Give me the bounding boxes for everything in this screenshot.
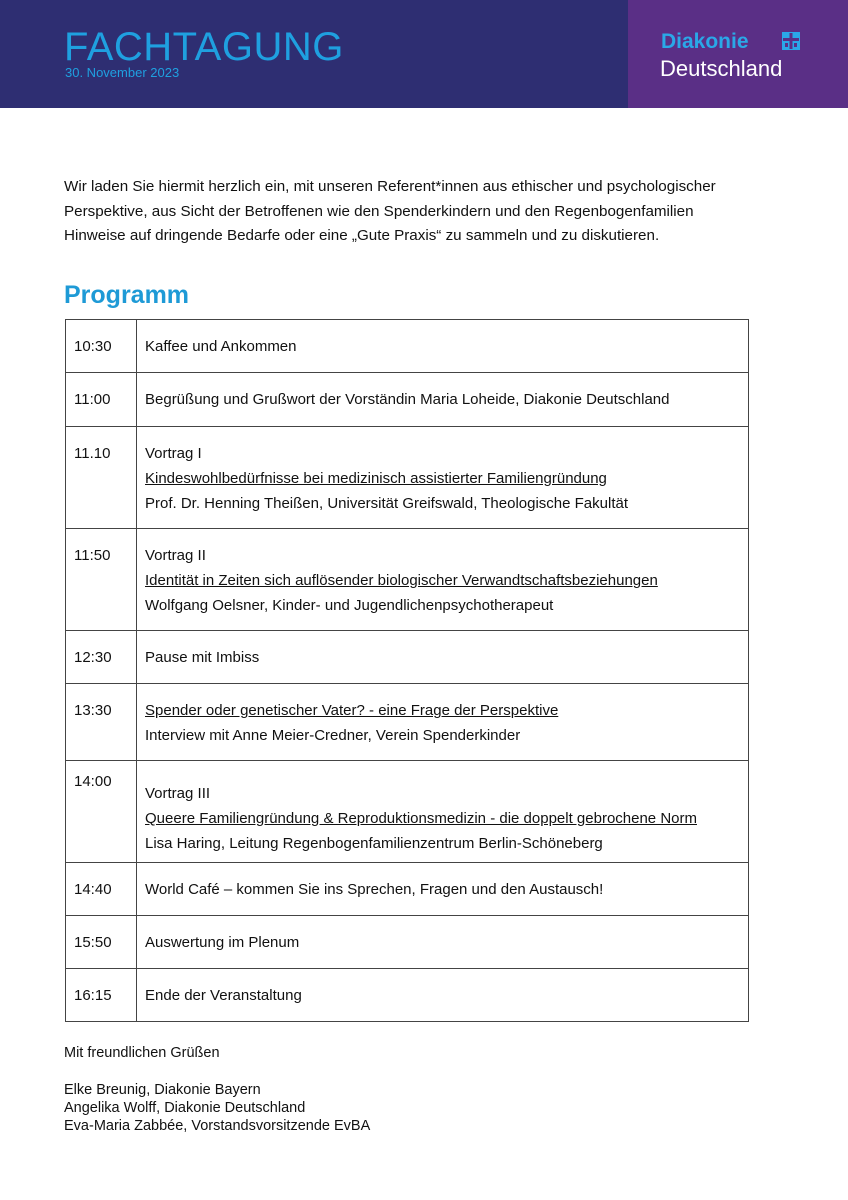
- diakonie-cross-icon: [782, 32, 800, 50]
- program-item-text: Vortrag III: [145, 785, 211, 802]
- program-item-text: Auswertung im Plenum: [145, 934, 300, 951]
- program-time-cell: [66, 427, 137, 529]
- program-time-cell: [66, 529, 137, 631]
- program-item-text: World Café – kommen Sie ins Sprechen, Fragen und den Austausch!: [145, 881, 604, 898]
- program-time: 13:30: [74, 702, 112, 719]
- program-time-cell: [66, 684, 137, 761]
- program-talk-title: Spender oder genetischer Vater? - eine Frage der Perspektive: [145, 702, 559, 719]
- program-item-text: Vortrag II: [145, 547, 206, 564]
- program-row: [66, 320, 749, 373]
- program-item-cell: [137, 916, 749, 969]
- program-item-text: Begrüßung und Grußwort der Vorständin Maria Loheide, Diakonie Deutschland: [145, 391, 670, 408]
- program-item-cell: [137, 631, 749, 684]
- program-time-cell: [66, 373, 137, 427]
- program-row: [66, 631, 749, 684]
- intro-paragraph: [64, 175, 764, 249]
- page-title: FACHTAGUNG: [64, 25, 344, 69]
- program-time-cell: [66, 863, 137, 916]
- program-item-cell: [137, 863, 749, 916]
- program-table: [65, 319, 749, 1022]
- program-item-cell: [137, 427, 749, 529]
- program-row: [66, 916, 749, 969]
- program-item-cell: [137, 969, 749, 1022]
- program-time: 10:30: [74, 338, 112, 355]
- program-time-cell: [66, 320, 137, 373]
- program-item-cell: [137, 761, 749, 863]
- program-item-cell: [137, 373, 749, 427]
- program-item-text: Interview mit Anne Meier-Credner, Verein Spenderkinder: [145, 727, 521, 744]
- program-item-text: Prof. Dr. Henning Theißen, Universität Greifswald, Theologische Fakultät: [145, 495, 629, 512]
- program-time-cell: [66, 969, 137, 1022]
- program-time: 11:50: [74, 547, 111, 564]
- program-row: [66, 684, 749, 761]
- program-time: 14:40: [74, 881, 112, 898]
- program-row: [66, 529, 749, 631]
- logo-panel: [628, 0, 848, 108]
- intro-line: Perspektive, aus Sicht der Betroffenen wie den Spenderkindern und den Regenbogenfamilien: [64, 202, 694, 220]
- program-time-cell: [66, 761, 137, 863]
- program-talk-title: Identität in Zeiten sich auflösender biologischer Verwandtschaftsbeziehungen: [145, 572, 658, 589]
- signature-line: Eva-Maria Zabbée, Vorstandsvorsitzende EvBA: [64, 1118, 371, 1134]
- program-time: 16:15: [74, 987, 112, 1004]
- program-time: 15:50: [74, 934, 112, 951]
- program-item-text: Pause mit Imbiss: [145, 649, 260, 666]
- program-item-cell: [137, 684, 749, 761]
- program-row: [66, 761, 749, 863]
- logo-wordmark-deutschland: Deutschland: [660, 56, 783, 81]
- event-date: 30. November 2023: [65, 65, 180, 80]
- program-item-text: Vortrag I: [145, 445, 202, 462]
- program-row: [66, 969, 749, 1022]
- program-time: 14:00: [74, 773, 112, 790]
- program-talk-title: Queere Familiengründung & Reproduktionsmedizin - die doppelt gebrochene Norm: [145, 810, 697, 827]
- signature-list: [64, 1081, 370, 1135]
- program-item-text: Lisa Haring, Leitung Regenbogenfamilienzentrum Berlin-Schöneberg: [145, 835, 603, 852]
- program-talk-title: Kindeswohlbedürfnisse bei medizinisch assistierter Familiengründung: [145, 470, 607, 487]
- program-row: [66, 863, 749, 916]
- closing-greeting: Mit freundlichen Grüßen: [64, 1045, 220, 1061]
- program-time: 12:30: [74, 649, 112, 666]
- program-time: 11:00: [74, 391, 111, 408]
- program-row: [66, 427, 749, 529]
- program-item-cell: [137, 320, 749, 373]
- signature-line: Elke Breunig, Diakonie Bayern: [64, 1082, 261, 1098]
- signature-line: Angelika Wolff, Diakonie Deutschland: [64, 1100, 306, 1116]
- logo-wordmark-diakonie: Diakonie: [661, 30, 749, 53]
- program-item-text: Ende der Veranstaltung: [145, 987, 302, 1004]
- program-heading: Programm: [64, 281, 190, 309]
- intro-line: Wir laden Sie hiermit herzlich ein, mit unseren Referent*innen aus ethischer und psychologischer: [64, 178, 716, 195]
- program-item-cell: [137, 529, 749, 631]
- program-time-cell: [66, 916, 137, 969]
- program-row: [66, 373, 749, 427]
- program-time: 11.10: [74, 445, 111, 462]
- program-item-text: Kaffee und Ankommen: [145, 338, 297, 355]
- program-item-text: Wolfgang Oelsner, Kinder- und Jugendlichenpsychotherapeut: [145, 597, 554, 614]
- intro-line: Hinweise auf dringende Bedarfe oder eine „Gute Praxis“ zu sammeln und zu diskutieren.: [64, 227, 660, 244]
- program-time-cell: [66, 631, 137, 684]
